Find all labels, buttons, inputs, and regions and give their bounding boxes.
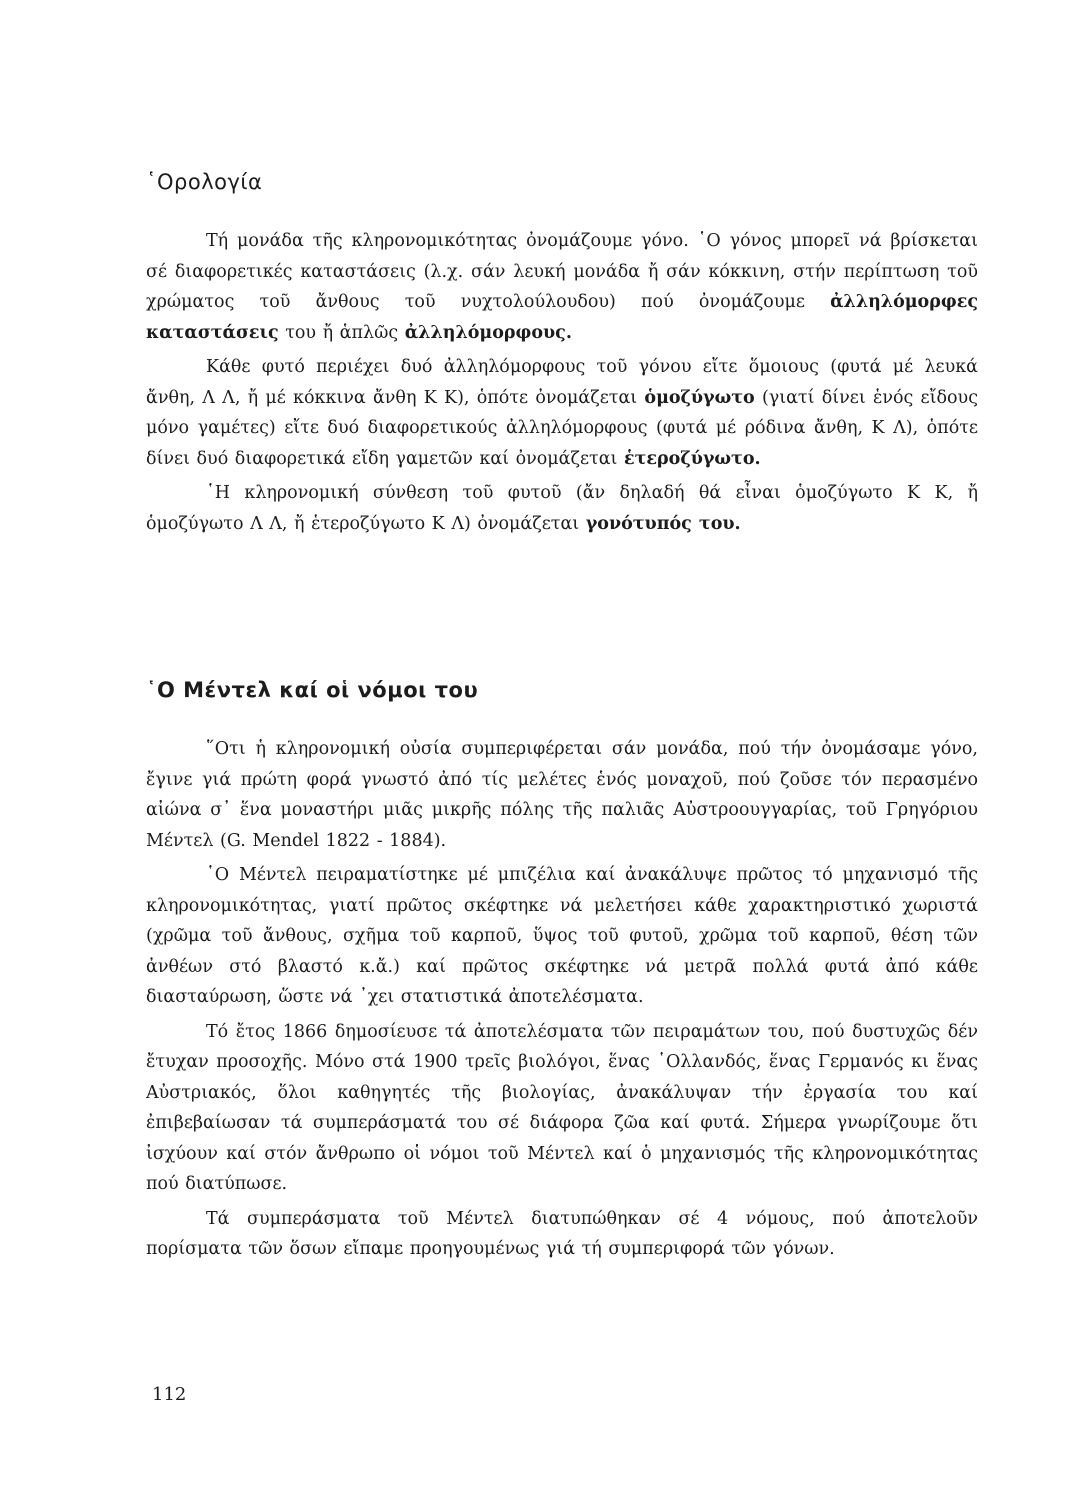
- bold-term: ἀλληλόμορφους.: [404, 322, 572, 343]
- page-number: 112: [152, 1384, 187, 1405]
- terminology-section: [146, 226, 978, 543]
- paragraph-text: του ἤ ἁπλῶς: [278, 322, 405, 343]
- bold-term: ὁμοζύγωτο: [644, 387, 755, 408]
- paragraph-text: Κάθε φυτό περιέχει δυό ἀλληλόμορφους τοῦ γόνου εἴτε ὅμοιους (φυτά μέ λευκά ἄνθη, Λ Λ, ἤ μέ κόκκινα ἄνθη Κ Κ), ὁπότε ὀνομάζεται: [146, 357, 978, 408]
- paragraph: Τό ἔτος 1866 δημοσίευσε τά ἀποτελέσματα τῶν πειραμάτων του, πού δυστυχῶς δέν ἔτυχαν προσοχῆς. Μόνο στά 1900 τρεῖς βιολόγοι, ἕνας ῾Ολλανδός, ἕνας Γερμανός κι ἕνας Αὐστριακός, ὅλοι καθηγητές τῆς βιολογίας, ἀνακάλυψαν τήν ἐργασία του καί ἐπιβεβαίωσαν τά συμπεράσματά του σέ διάφορα ζῶα καί φυτά. Σήμερα γνωρίζουμε ὅτι ἰσχύουν καί στόν ἄνθρωπο οἱ νόμοι τοῦ Μέντελ καί ὁ μηχανισμός τῆς κληρονομικότητας πού διατύπωσε.: [146, 1021, 978, 1194]
- paragraph: [146, 226, 978, 348]
- bold-term: γονότυπός του.: [585, 513, 741, 534]
- section-heading-terminology: ῾Ορολογία: [146, 170, 263, 194]
- section-heading-mendel: ῾Ο Μέντελ καί οἱ νόμοι του: [146, 678, 479, 702]
- paragraph: [146, 352, 978, 474]
- bold-term: ἑτεροζύγωτο.: [623, 448, 761, 469]
- paragraph: [146, 478, 978, 539]
- bold-term: ἀλληλόμορφες καταστάσεις: [146, 292, 978, 343]
- mendel-section: [146, 734, 978, 1269]
- paragraph: ῞Οτι ἡ κληρονομική οὐσία συμπεριφέρεται σάν μονάδα, πού τήν ὀνομάσαμε γόνο, ἔγινε γιά πρώτη φορά γνωστό ἀπό τίς μελέτες ἑνός μοναχοῦ, πού ζοῦσε τόν περασμένο αἰώνα σ᾿ ἕνα μοναστήρι μιᾶς μικρῆς πόλης τῆς παλιᾶς Αὐστροουγγαρίας, τοῦ Γρηγόριου Μέντελ (G. Mendel 1822 - 1884).: [146, 739, 978, 851]
- paragraph: Τά συμπεράσματα τοῦ Μέντελ διατυπώθηκαν σέ 4 νόμους, πού ἀποτελοῦν πορίσματα τῶν ὅσων εἴπαμε προηγουμένως γιά τή συμπεριφορά τῶν γόνων.: [146, 1208, 978, 1259]
- paragraph: ῾Ο Μέντελ πειραματίστηκε μέ μπιζέλια καί ἀνακάλυψε πρῶτος τό μηχανισμό τῆς κληρονομικότητας, γιατί πρῶτος σκέφτηκε νά μελετήσει κάθε χαρακτηριστικό χωριστά (χρῶμα τοῦ ἄνθους, σχῆμα τοῦ καρποῦ, ὕψος τοῦ φυτοῦ, χρῶμα τοῦ καρποῦ, θέση τῶν ἀνθέων στό βλαστό κ.ἄ.) καί πρῶτος σκέφτηκε νά μετρᾶ πολλά φυτά ἀπό κάθε διασταύρωση, ὥστε νά ᾽χει στατιστικά ἀποτελέσματα.: [146, 865, 978, 1007]
- paragraph-text: (γιατί δίνει ἑνός εἴδους μόνο γαμέτες) εἴτε δυό διαφορετικούς ἀλληλόμορφους (φυτά μέ ρόδινα ἄνθη, Κ Λ), ὁπότε δίνει δυό διαφορετικά εἴδη γαμετῶν καί ὀνομάζεται: [146, 387, 979, 469]
- paragraph-text: ῾Η κληρονομική σύνθεση τοῦ φυτοῦ (ἄν δηλαδή θά εἶναι ὁμοζύγωτο Κ Κ, ἤ ὁμοζύγωτο Λ Λ, ἤ ἑτεροζύγωτο Κ Λ) ὀνομάζεται: [146, 483, 978, 534]
- paragraph-text: Τή μονάδα τῆς κληρονομικότητας ὀνομάζουμε γόνο. ῾Ο γόνος μπορεῖ νά βρίσκεται σέ διαφορετικές καταστάσεις (λ.χ. σάν λευκή μονάδα ἤ σάν κόκκινη, στήν περίπτωση τοῦ χρώματος τοῦ ἄνθους τοῦ νυχτολούλουδου) πού ὀνομάζουμε: [146, 231, 978, 312]
